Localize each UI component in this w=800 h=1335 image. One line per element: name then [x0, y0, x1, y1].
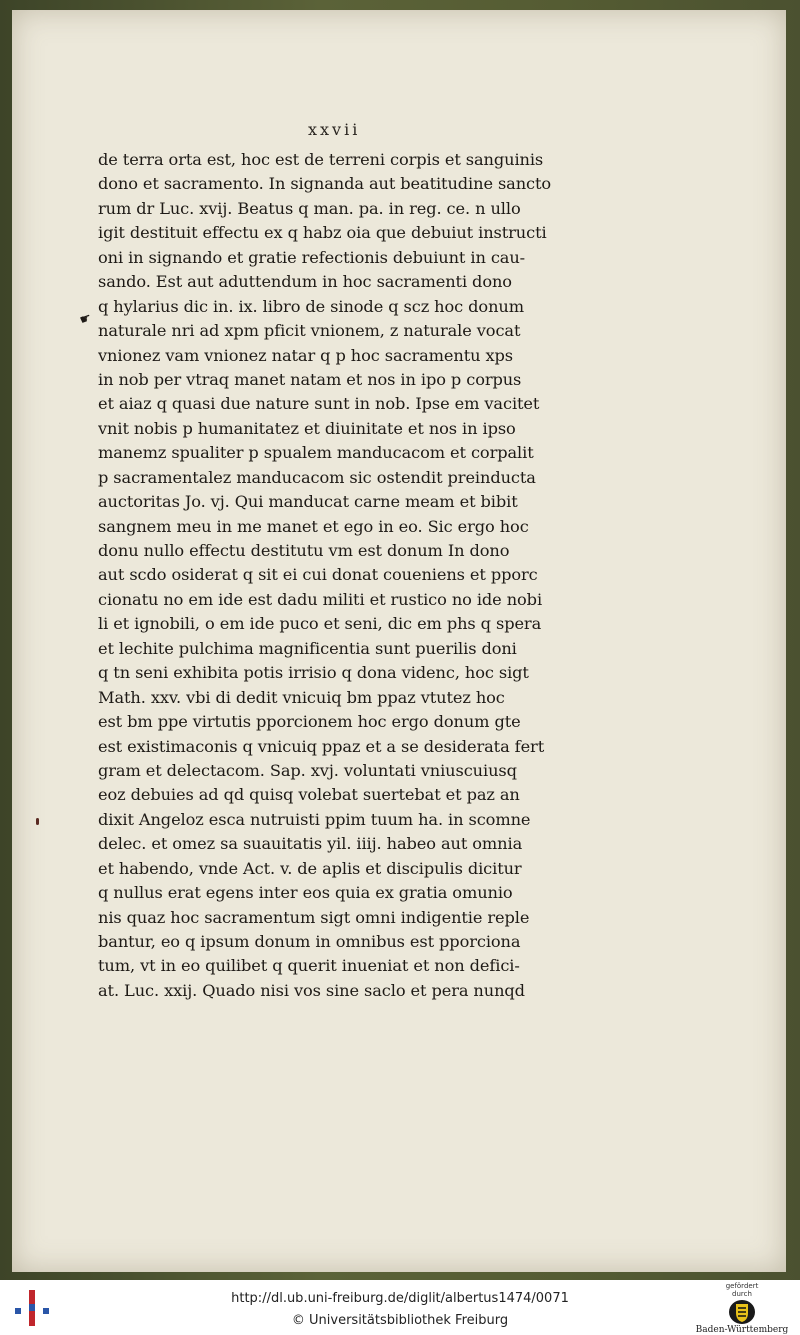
text-line: delec. et omez sa suauitatis yil. iiij. habeo aut omnia — [98, 834, 523, 854]
sponsor-name: Baden-Württemberg — [695, 1325, 789, 1335]
text-line: Math. xxv. vbi di dedit vnicuiq bm ppaz vtutez hoc — [98, 687, 505, 707]
text-line: dixit Angeloz esca nutruisti ppim tuum ha. in scomne — [98, 809, 531, 829]
text-line: sando. Est aut aduttendum in hoc sacramenti dono — [98, 272, 512, 292]
text-line: p sacramentalez manducacom sic ostendit preinducta — [98, 467, 536, 487]
text-line: gram et delectacom. Sap. xvj. voluntati vniuscuiusq — [98, 760, 517, 780]
baden-wuerttemberg-crest-icon — [728, 1299, 756, 1325]
manicule-pointer-icon: ☛ — [77, 310, 94, 329]
text-line: rum dr Luc. xvij. Beatus q man. pa. in reg. ce. n ullo — [98, 198, 521, 218]
text-line: naturale nri ad xpm pficit vnionem, z naturale vocat — [98, 321, 521, 341]
sponsor-label: gefördert durch — [725, 1282, 759, 1298]
text-line: vnionez vam vnionez natar q p hoc sacramentu xps — [98, 345, 513, 365]
text-line: est existimaconis q vnicuiq ppaz et a se desiderata fert — [98, 736, 545, 756]
text-line: et habendo, vnde Act. v. de aplis et discipulis dicitur — [98, 858, 522, 878]
source-url-link[interactable]: http://dl.ub.uni-freiburg.de/diglit/albertus1474/0071 — [231, 1291, 569, 1306]
text-line: de terra orta est, hoc est de terreni corpis et sanguinis — [98, 150, 544, 169]
text-line: in nob per vtraq manet natam et nos in ipo p corpus — [98, 369, 522, 389]
text-line: q tn seni exhibita potis irrisio q dona videnc, hoc sigt — [98, 663, 529, 683]
text-line: eoz debuies ad qd quisq volebat suertebat et paz an — [98, 785, 520, 805]
folio-number: xxvii — [308, 120, 361, 139]
text-block — [98, 148, 576, 1003]
text-line: et lechite pulchima magnificentia sunt puerilis doni — [98, 638, 517, 658]
copyright-text: © Universitätsbibliothek Freiburg — [291, 1313, 509, 1328]
text-line: at. Luc. xxij. Quado nisi vos sine saclo et pera nunqd — [98, 980, 525, 1000]
text-line: aut scdo osiderat q sit ei cui donat coueniens et pporc — [98, 565, 538, 585]
text-line: vnit nobis p humanitatez et diuinitate et nos in ipso — [98, 418, 516, 438]
text-line: manemz spualiter p spualem manducacom et corpalit — [98, 443, 534, 463]
text-line: nis quaz hoc sacramentum sigt omni indigentie reple — [98, 907, 530, 927]
text-line: donu nullo effectu destitutu vm est donum In dono — [98, 541, 510, 560]
text-line: et aiaz q quasi due nature sunt in nob. Ipse em vacitet — [98, 394, 540, 414]
text-line: est bm ppe virtutis pporcionem hoc ergo donum gte — [98, 712, 521, 732]
sponsor-block[interactable] — [690, 1282, 794, 1334]
text-line: dono et sacramento. In signanda aut beatitudine sancto — [98, 174, 552, 194]
ink-speck — [36, 818, 39, 825]
text-line: tum, vt in eo quilibet q querit inueniat et non defici- — [98, 956, 520, 976]
text-line: auctoritas Jo. vj. Qui manducat carne meam et bibit — [98, 492, 518, 512]
footer-bar — [0, 1280, 800, 1335]
text-line: igit destituit effectu ex q habz oia que debuiut instructi — [98, 223, 547, 243]
text-line: cionatu no em ide est dadu militi et rustico no ide nobi — [98, 589, 543, 609]
text-line: sangnem meu in me manet et ego in eo. Sic ergo hoc — [98, 516, 529, 536]
text-line: q nullus erat egens inter eos quia ex gratia omunio — [98, 883, 513, 903]
text-line: oni in signando et gratie refectionis debuiunt in cau- — [98, 247, 526, 267]
text-line: li et ignobili, o em ide puco et seni, dic em phs q spera — [98, 614, 542, 634]
text-line: bantur, eo q ipsum donum in omnibus est pporciona — [98, 932, 521, 951]
text-line: q hylarius dic in. ix. libro de sinode q scz hoc donum — [98, 296, 524, 316]
